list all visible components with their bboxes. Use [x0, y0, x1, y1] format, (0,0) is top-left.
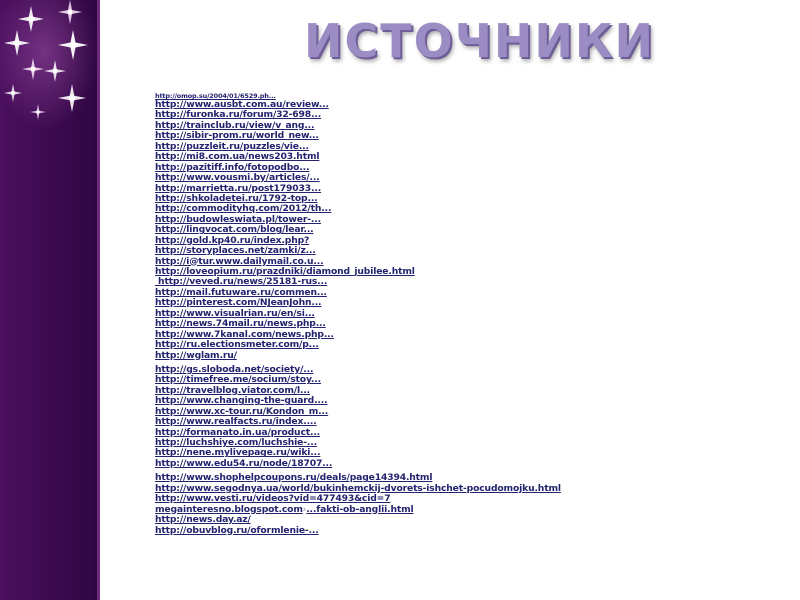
- source-link[interactable]: http://pazitiff.info/fotopodbo...: [155, 161, 310, 173]
- star-icon: [4, 84, 22, 102]
- source-link-continuation[interactable]: ...fakti-ob-anglii.html: [306, 503, 414, 515]
- source-link[interactable]: http://travelblog.viator.com/l...: [155, 384, 310, 396]
- sources-list: [155, 89, 561, 536]
- source-link[interactable]: http://www.vesti.ru/videos?vid=477493&cid=7: [155, 493, 391, 505]
- source-link[interactable]: http://mail.futuware.ru/commen...: [155, 286, 327, 298]
- source-link[interactable]: http://budowleswiata.pl/tower-...: [155, 213, 321, 225]
- source-link[interactable]: http://mi8.com.ua/news203.html: [155, 151, 320, 163]
- source-link[interactable]: http://puzzleit.ru/puzzles/vie...: [155, 140, 309, 152]
- breadcrumb-separator: ›: [302, 504, 307, 515]
- star-icon: [4, 30, 30, 56]
- source-link[interactable]: http://timefree.me/socium/stoy...: [155, 374, 321, 386]
- source-link[interactable]: http://www.7kanal.com/news.php...: [155, 328, 334, 340]
- source-link[interactable]: http://www.vousmi.by/articles/...: [155, 172, 320, 184]
- sidebar-edge: [97, 0, 100, 600]
- source-link[interactable]: http://ru.electionsmeter.com/p...: [155, 339, 319, 351]
- source-link[interactable]: http://storyplaces.net/zamki/z...: [155, 245, 316, 257]
- star-icon: [44, 60, 66, 82]
- source-link[interactable]: http://marrietta.ru/post179033...: [155, 182, 322, 194]
- source-link[interactable]: http://www.ausbt.com.au/review...: [155, 99, 329, 110]
- decorative-sidebar: [0, 0, 100, 600]
- star-icon: [22, 58, 44, 80]
- source-link[interactable]: http://www.changing-the-guard....: [155, 395, 328, 407]
- source-link[interactable]: http://gold.kp40.ru/index.php?: [155, 234, 310, 246]
- source-link[interactable]: http://news.day.az/: [155, 514, 251, 526]
- source-link[interactable]: http://trainclub.ru/view/v_ang...: [155, 119, 315, 131]
- star-icon: [58, 84, 86, 112]
- source-link[interactable]: megainteresno.blogspot.com: [155, 503, 303, 515]
- star-icon: [30, 104, 46, 120]
- source-link[interactable]: http://furonka.ru/forum/32-698...: [155, 109, 322, 121]
- star-icon: [18, 6, 44, 32]
- source-link[interactable]: http://commodityhq.com/2012/th...: [155, 203, 332, 215]
- source-link[interactable]: http://wglam.ru/: [155, 349, 237, 361]
- source-link[interactable]: http://www.shophelpcoupons.ru/deals/page14394.html: [155, 472, 433, 484]
- source-link[interactable]: http://gs.sloboda.net/society/...: [155, 363, 314, 375]
- star-icon: [58, 30, 88, 60]
- source-link[interactable]: http://nene.mylivepage.ru/wiki...: [155, 447, 321, 459]
- source-link[interactable]: http://veved.ru/news/25181-rus...: [155, 276, 328, 288]
- source-link[interactable]: http://www.edu54.ru/node/18707...: [155, 457, 333, 469]
- star-icon: [58, 0, 82, 24]
- source-link[interactable]: http://www.visualrian.ru/en/si...: [155, 307, 315, 319]
- source-link[interactable]: http://sibir-prom.ru/world_new...: [155, 130, 319, 142]
- source-link[interactable]: http://i@tur.www.dailymail.co.u...: [155, 255, 324, 267]
- source-link[interactable]: http://www.realfacts.ru/index....: [155, 416, 317, 428]
- source-link[interactable]: http://omop.su/2004/01/6529.ph...: [155, 92, 276, 100]
- source-link[interactable]: http://luchshiye.com/luchshie-...: [155, 437, 317, 448]
- slide-title: ИСТОЧНИКИ: [304, 14, 656, 68]
- source-link[interactable]: http://loveopium.ru/prazdniki/diamond_jubilee.html: [155, 266, 415, 277]
- source-link[interactable]: http://obuvblog.ru/oformlenie-...: [155, 524, 319, 536]
- source-link[interactable]: http://www.segodnya.ua/world/bukinhemckij-dvorets-ishchet-pocudomojku.html: [155, 482, 561, 494]
- source-link[interactable]: http://www.xc-tour.ru/Kondon_m...: [155, 405, 329, 417]
- source-link[interactable]: http://lingvocat.com/blog/lear...: [155, 224, 314, 236]
- source-link[interactable]: http://pinterest.com/NJeanJohn...: [155, 297, 322, 309]
- source-link[interactable]: http://formanato.in.ua/product...: [155, 426, 321, 438]
- source-link[interactable]: http://news.74mail.ru/news.php...: [155, 318, 326, 330]
- source-link[interactable]: http://shkoladetei.ru/1792-top...: [155, 192, 318, 204]
